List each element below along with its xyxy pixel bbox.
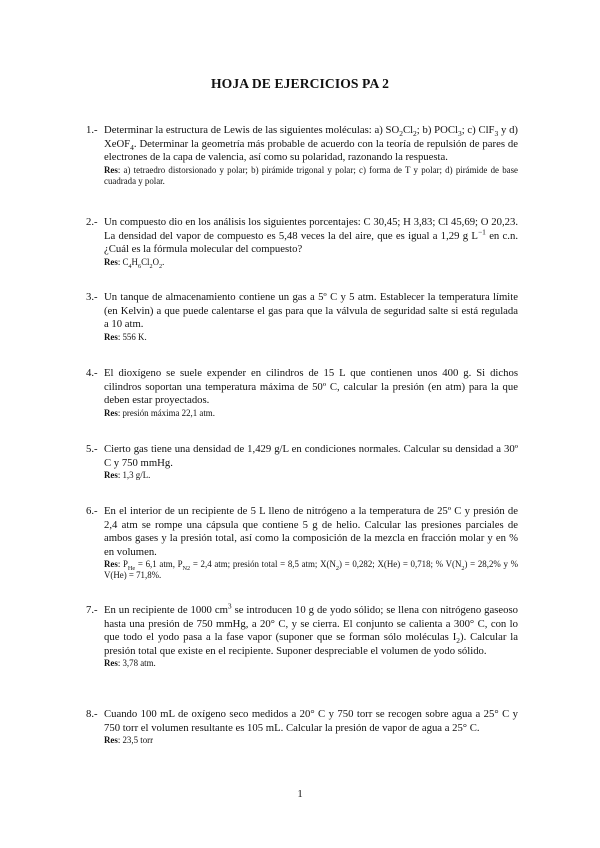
exercise-number: 2.- bbox=[86, 216, 98, 228]
exercise-result: Res: 1,3 g/L. bbox=[104, 470, 151, 481]
exercise-6 bbox=[86, 505, 518, 581]
exercise-result: Res: 3,78 atm. bbox=[104, 658, 156, 669]
exercise-number: 6.- bbox=[86, 505, 98, 517]
exercise-3 bbox=[86, 291, 518, 343]
exercise-result: Res: $C_4H_6Cl_2O_2$. bbox=[104, 256, 165, 270]
page-title: HOJA DE EJERCICIOS PA 2 bbox=[210, 76, 390, 91]
exercise-result: Res: a) tetraedro distorsionado y polar; b) pirámide trigonal y polar; c) forma de T y polar; d) pirámide de base cuadrada y polar. bbox=[104, 164, 518, 186]
exercise-text: Un compuesto dio en los análisis los siguientes porcentajes: C 30,45; H 3,83; Cl 45,69; O 20,23. La densidad del vapor de compuesto es 5,48 veces la del aire, que es igual a 1,29 g $L^{-1}$ en c.n. ¿Cuál es la fórmula molecular del compuesto? bbox=[104, 216, 518, 256]
exercise-number: 7.- bbox=[86, 604, 98, 616]
exercise-7 bbox=[86, 601, 518, 669]
exercise-8 bbox=[86, 708, 518, 746]
exercise-4 bbox=[86, 367, 518, 419]
exercise-number: 3.- bbox=[86, 291, 98, 303]
exercise-2 bbox=[86, 216, 518, 268]
exercise-text: El dioxígeno se suele expender en cilindros de 15 L que contienen unos 400 g. Si dichos cilindros soportan una temperatura máxima de 50º C, calcular la presión (en atm) para la que deben estar proyectados. bbox=[104, 367, 518, 407]
exercise-text: En un recipiente de 1000 $cm^3$ se introducen 10 g de yodo sólido; se llena con nitrógeno gaseoso hasta una presión de 750 mmHg, a 20° C, y se cierra. El conjunto se calienta a 300° C, con lo que todo el yodo pasa a la fase vapor (suponer que se forman sólo moléculas $I_2$). Calcular la presión total que existe en el recipiente. Suponer despreciable el volumen de yodo sólido. bbox=[104, 601, 518, 657]
exercise-result: Res: 556 K. bbox=[104, 331, 147, 342]
exercise-result: Res: 23,5 torr bbox=[104, 735, 154, 746]
exercise-text: Un tanque de almacenamiento contiene un gas a 5º C y 5 atm. Establecer la temperatura límite (en Kelvin) a que puede calentarse el gas para que la válvula de seguridad salte si está regulada a 10 atm. bbox=[104, 291, 518, 331]
exercise-text: Cuando 100 mL de oxígeno seco medidos a 20° C y 750 torr se recogen sobre agua a 25° C y 750 torr el volumen resultante es 105 mL. Calcular la presión de vapor de agua a 25° C. bbox=[104, 708, 518, 734]
exercise-number: 4.- bbox=[86, 367, 98, 379]
exercise-result: Res: presión máxima 22,1 atm. bbox=[104, 407, 215, 418]
exercise-number: 5.- bbox=[86, 443, 98, 455]
exercise-text: Determinar la estructura de Lewis de las siguientes moléculas: a) $SO_2Cl_2$; b) POCl$_3$; c) ClF$_3$ y d) XeOF$_4$. Determinar la geometría más probable de acuerdo con la teoría de repulsión de pares de electrones de la capa de valencia, así como su polaridad, razonando la respuesta. bbox=[104, 124, 518, 164]
exercise-text: En el interior de un recipiente de 5 L lleno de nitrógeno a la temperatura de 25º C y presión de 2,4 atm se rompe una cápsula que contiene 5 g de helio. Calcular las presiones parciales de ambos gases y la presión total, así como la composición de la mezcla en fracción molar y en % en volumen. bbox=[104, 505, 518, 558]
exercise-result: Res: $P_{He} = 6,1$ atm, $P_{N2} = 2,4$ atm; presión total = 8,5 atm; $X(N_2) = 0,282$; X(He) = 0,718; % $V(N_2) = 28,2\%$ y % V(He) = 71,8%. bbox=[104, 559, 519, 581]
page-number: 1 bbox=[297, 788, 303, 800]
exercise-text: Cierto gas tiene una densidad de 1,429 g/L en condiciones normales. Calcular su densidad a 30º C y 750 mmHg. bbox=[104, 443, 518, 469]
exercise-1 bbox=[86, 124, 518, 187]
exercise-5 bbox=[86, 443, 518, 481]
exercise-number: 1.- bbox=[86, 124, 98, 136]
exercise-number: 8.- bbox=[86, 708, 98, 720]
